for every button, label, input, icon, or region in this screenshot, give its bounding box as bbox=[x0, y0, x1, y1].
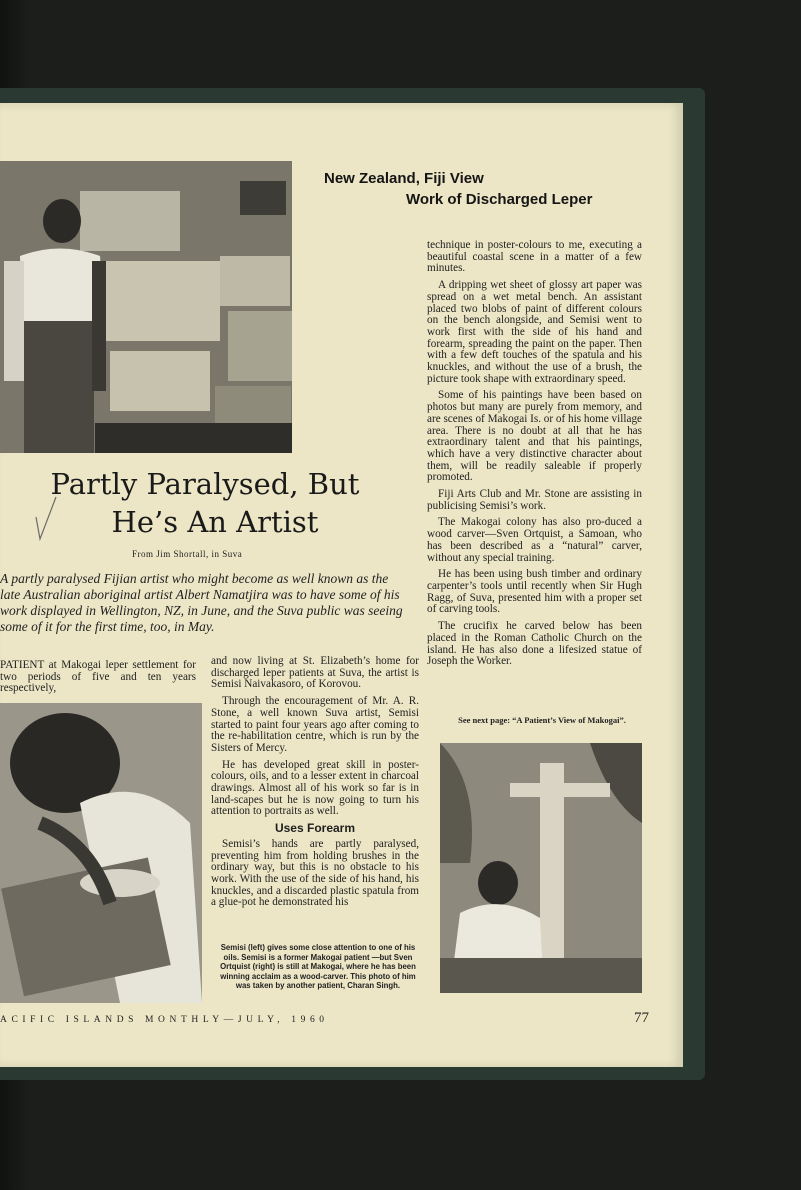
paragraph: A dripping wet sheet of glossy art paper was spread on a wet metal bench. An assistant placed two blobs of paint of different colours on the bench alongside, and Semisi went to work first with the side of his hand and forearm, spreading the paint on the paper. Then with a few deft touches of the spatula and his knuckles, and without the use of a brush, the picture took shape with extraordinary speed. bbox=[427, 279, 642, 385]
magazine-page bbox=[0, 103, 683, 1067]
carver-crucifix-photo bbox=[440, 743, 642, 993]
paragraph: Through the encouragement of Mr. A. R. Stone, a well known Suva artist, Semisi started to paint four years ago after coming to the re-habilitation centre, which is run by the Sisters of Mercy. bbox=[211, 695, 419, 754]
page-footer: ACIFIC ISLANDS MONTHLY—JULY, 1960 bbox=[0, 1015, 329, 1025]
title-line-2: He’s An Artist bbox=[111, 505, 319, 539]
paragraph: He has developed great skill in poster-colours, oils, and to a lesser extent in charcoal drawings. Almost all of his work so far is in land-scapes but he is now going to turn his attention to portraits as well. bbox=[211, 758, 419, 818]
paragraph: technique in poster-colours to me, executing a beautiful coastal scene in a matter of a few minutes. bbox=[427, 239, 642, 275]
page-number: 77 bbox=[634, 1010, 649, 1026]
intro-paragraph: A partly paralysed Fijian artist who might become as well known as the late Australian aboriginal artist Albert Namatjira was to have some of his work displayed in Wellington, NZ, in June, and the Suva public was seeing some of it for the first time, too, in May. bbox=[0, 571, 403, 634]
semisi-painting-photo bbox=[0, 703, 202, 1003]
see-next-page-note: See next page: “A Patient’s View of Makogai”. bbox=[458, 715, 626, 725]
paragraph: PATIENT at Makogai leper settlement for two periods of five and ten years respectively, bbox=[0, 659, 196, 695]
carver-photo-illustration bbox=[440, 743, 642, 993]
paragraph: The crucifix he carved below has been placed in the Roman Catholic Church on the island. He has also done a lifesized statue of Joseph the Worker. bbox=[427, 620, 642, 668]
heading-line-1: New Zealand, Fiji View bbox=[324, 170, 484, 187]
title-line-1: Partly Paralysed, But bbox=[50, 467, 360, 501]
byline: From Jim Shortall, in Suva bbox=[132, 549, 243, 559]
column-middle bbox=[211, 656, 419, 914]
column-left bbox=[0, 660, 196, 700]
artist-photo-illustration bbox=[0, 161, 292, 453]
column-right bbox=[427, 240, 642, 673]
artist-photo bbox=[0, 161, 292, 453]
paragraph: Fiji Arts Club and Mr. Stone are assisting in publicising Semisi’s work. bbox=[427, 488, 642, 512]
article-title bbox=[40, 465, 370, 541]
heading-line-2: Work of Discharged Leper bbox=[406, 191, 593, 208]
section-heading bbox=[324, 171, 624, 207]
paragraph: Semisi’s hands are partly paralysed, preventing him from holding brushes in the ordinary way, but this is no obstacle to his work. With the use of the side of his hand, his knuckles, and a discarded plastic spatula from a glue-pot he demonstrated his bbox=[211, 837, 419, 909]
paragraph: Some of his paintings have been based on photos but many are purely from memory, and are scenes of Makogai Is. or of his home village area. There is no doubt at all that he has extraordinary talent and that his paintings, which have a very distinctive character about them, will be readily saleable if properly promoted. bbox=[427, 389, 642, 484]
paragraph: The Makogai colony has also pro-duced a wood carver—Sven Ortquist, a Samoan, who has been described as a “natural” carver, without any special training. bbox=[427, 516, 642, 564]
paragraph: and now living at St. Elizabeth’s home for discharged leper patients at Suva, the artist is Semisi Naivakasoro, of Korovou. bbox=[211, 655, 419, 691]
photo-caption: Semisi (left) gives some close attention to one of his oils. Semisi is a former Makogai patient —but Sven Ortquist (right) is still at Makogai, where he has been winning acclaim as a wood-carver. This photo of him was taken by another patient, Charan Singh. bbox=[220, 943, 416, 991]
semisi-photo-illustration bbox=[0, 703, 202, 1003]
subheading: Uses Forearm bbox=[274, 821, 356, 836]
paragraph: He has been using bush timber and ordinary carpenter’s tools until recently when Sir Hugh Ragg, of Suva, presented him with a proper set of carving tools. bbox=[427, 568, 642, 616]
